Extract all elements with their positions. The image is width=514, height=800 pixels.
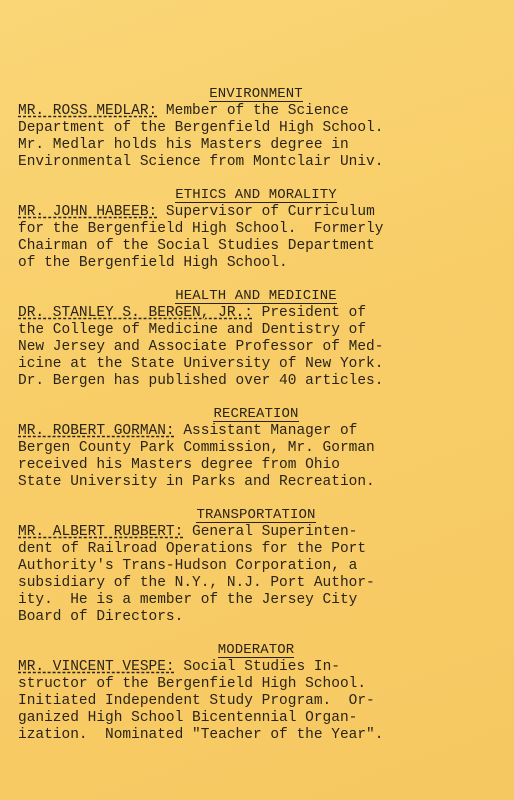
section-ethics-and-morality (18, 187, 494, 272)
body-line: the College of Medicine and Dentistry of (18, 322, 367, 338)
section-heading: ETHICS AND MORALITY (175, 187, 337, 203)
speaker-name: DR. STANLEY S. BERGEN, JR.: (18, 305, 253, 321)
body-line: for the Bergenfield High School. Formerly (18, 221, 384, 237)
section-body (18, 204, 494, 272)
section-heading: RECREATION (213, 406, 299, 422)
body-line: Mr. Medlar holds his Masters degree in (18, 137, 349, 153)
first-line: DR. STANLEY S. BERGEN, JR.: President of (18, 305, 367, 321)
section-body (18, 524, 494, 626)
body-line: Environmental Science from Montclair Univ. (18, 154, 384, 170)
section-moderator (18, 642, 494, 744)
body-line: State University in Parks and Recreation. (18, 474, 375, 490)
body-line: Bergen County Park Commission, Mr. Gorman (18, 440, 375, 456)
speaker-name: MR. VINCENT VESPE: (18, 659, 175, 675)
first-line: MR. JOHN HABEEB: Supervisor of Curriculum (18, 204, 375, 220)
section-body (18, 423, 494, 491)
speaker-name: MR. JOHN HABEEB: (18, 204, 158, 220)
body-line: Dr. Bergen has published over 40 articles. (18, 373, 384, 389)
section-heading: TRANSPORTATION (196, 507, 316, 523)
speaker-name: MR. ROSS MEDLAR: (18, 103, 158, 119)
section-body (18, 659, 494, 744)
body-line: ganized High School Bicentennial Organ- (18, 710, 358, 726)
body-line: ity. He is a member of the Jersey City (18, 592, 358, 608)
body-line: Chairman of the Social Studies Department (18, 238, 375, 254)
body-line: structor of the Bergenfield High School. (18, 676, 367, 692)
section-health-and-medicine (18, 288, 494, 390)
section-body (18, 103, 494, 171)
speaker-name: MR. ALBERT RUBBERT: (18, 524, 184, 540)
section-heading: HEALTH AND MEDICINE (175, 288, 337, 304)
body-line: of the Bergenfield High School. (18, 255, 288, 271)
first-line: MR. VINCENT VESPE: Social Studies In- (18, 659, 340, 675)
section-heading: ENVIRONMENT (209, 86, 303, 102)
first-line: MR. ROBERT GORMAN: Assistant Manager of (18, 423, 358, 439)
section-environment (18, 86, 494, 171)
body-line: New Jersey and Associate Professor of Med- (18, 339, 384, 355)
first-line: MR. ALBERT RUBBERT: General Superinten- (18, 524, 358, 540)
section-heading: MODERATOR (217, 642, 295, 658)
body-line: ization. Nominated "Teacher of the Year". (18, 727, 384, 743)
section-body (18, 305, 494, 390)
speaker-name: MR. ROBERT GORMAN: (18, 423, 175, 439)
body-line: received his Masters degree from Ohio (18, 457, 340, 473)
body-line: Authority's Trans-Hudson Corporation, a (18, 558, 358, 574)
body-line: Board of Directors. (18, 609, 184, 625)
section-transportation (18, 507, 494, 626)
body-line: subsidiary of the N.Y., N.J. Port Author- (18, 575, 375, 591)
first-line: MR. ROSS MEDLAR: Member of the Science (18, 103, 349, 119)
body-line: Initiated Independent Study Program. Or- (18, 693, 375, 709)
section-recreation (18, 406, 494, 491)
body-line: dent of Railroad Operations for the Port (18, 541, 367, 557)
body-line: Department of the Bergenfield High School. (18, 120, 384, 136)
body-line: icine at the State University of New York. (18, 356, 384, 372)
